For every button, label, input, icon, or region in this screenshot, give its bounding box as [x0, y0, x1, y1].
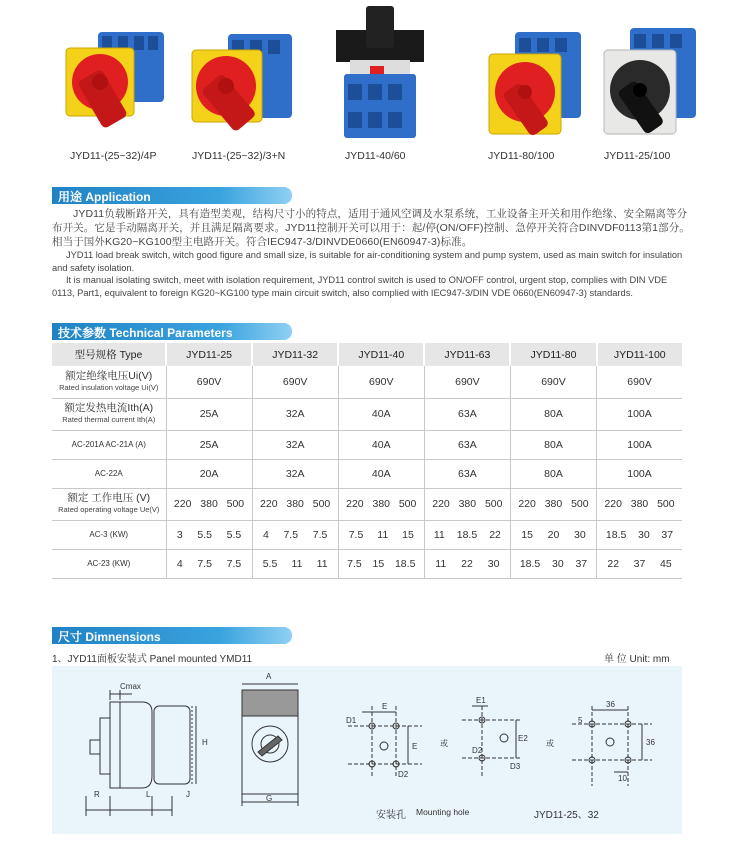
table-cell: 7.5 15 18.5 — [338, 549, 424, 578]
dimensions-title: 尺寸 Dimnensions — [58, 630, 161, 644]
table-row — [52, 549, 682, 578]
table-cell: 11 18.5 22 — [424, 520, 510, 549]
product-caption-4p: JYD11-(25~32)/4P — [70, 150, 157, 162]
dimension-drawing — [52, 666, 682, 834]
application-cn-paragraph: JYD11负载断路开关，具有造型美观，结构尺寸小的特点，适用于通风空调及水泵系统，工业设备主开关和用作绝缘、安全隔离等分布开关。它是手动隔离开关，并且满足隔离要求。JYD11控制开关可以用于：起/停(ON/OFF)控制、急停开关符合DINVDF0113第1部分。相当于国外KG20~KG100型主电路开关。符合IEC947-3/DINVDE0660(EN60947-3)标准。 — [52, 208, 690, 248]
dim-label-g: G — [266, 794, 273, 803]
row-label: AC-22A — [52, 459, 166, 488]
dim-label-e1: E1 — [476, 696, 486, 705]
table-cell: 690V — [424, 366, 510, 398]
table-header-cell: JYD11-32 — [252, 343, 338, 366]
unit-label: 单 位 Unit: mm — [604, 654, 670, 665]
product-gallery — [0, 0, 753, 170]
table-cell: 220 380 500 — [510, 488, 596, 520]
technical-table — [52, 343, 682, 579]
table-header-cell: JYD11-40 — [338, 343, 424, 366]
table-header-cell: JYD11-25 — [166, 343, 252, 366]
table-cell: 32A — [252, 398, 338, 430]
mounting-hole-cn: 安装孔 — [376, 810, 406, 821]
dim-label-h: H — [202, 738, 208, 747]
table-row — [52, 430, 682, 459]
application-en-paragraph-2: It is manual isolating switch, meet with isolation requirement, JYD11 control switch is used to ON/OFF control, urgent stop, complies with DIN VDE 0113, Part1, equivalent to foreign KG20~KG100 type main circuit switch, also complied with IEC947-3/DIN VDE 0660(EN60947-3) standards. — [52, 275, 668, 298]
table-cell: 7.5 11 15 — [338, 520, 424, 549]
product-caption-25-100: JYD11-25/100 — [604, 150, 671, 162]
product-image-40-60 — [330, 4, 430, 144]
table-cell: 25A — [166, 430, 252, 459]
product-image-80-100 — [485, 30, 585, 142]
dim-label-a: A — [266, 672, 272, 681]
table-cell: 11 22 30 — [424, 549, 510, 578]
table-row — [52, 398, 682, 430]
table-cell: 32A — [252, 430, 338, 459]
row-label — [52, 366, 166, 398]
table-cell: 690V — [510, 366, 596, 398]
table-cell: 5.5 11 11 — [252, 549, 338, 578]
table-cell: 4 7.5 7.5 — [252, 520, 338, 549]
row-label-cn: 额定 工作电压 (V) — [67, 492, 151, 504]
product-image-3n — [188, 28, 298, 138]
table-cell: 18.5 30 37 — [597, 520, 682, 549]
table-cell: 690V — [252, 366, 338, 398]
product-caption-40-60: JYD11-40/60 — [345, 150, 406, 162]
table-cell: 220 380 500 — [338, 488, 424, 520]
table-cell: 63A — [424, 459, 510, 488]
table-header-cell: 型号规格 Type — [52, 343, 166, 366]
dim-label-cmax: Cmax — [120, 682, 141, 691]
table-row — [52, 488, 682, 520]
table-row — [52, 366, 682, 398]
table-row — [52, 520, 682, 549]
row-label-en: Rated operating voltage Ue(V) — [58, 505, 160, 514]
table-cell: 22 37 45 — [597, 549, 682, 578]
table-cell: 63A — [424, 398, 510, 430]
table-cell: 690V — [597, 366, 682, 398]
application-en-paragraph-1: JYD11 load break switch, witch good figure and small size, is suitable for air-conditioning system and pump system, used as main switch for insulation and safety isolation. — [52, 250, 683, 273]
table-cell: 40A — [338, 430, 424, 459]
table-cell: 220 380 500 — [424, 488, 510, 520]
row-label — [52, 398, 166, 430]
table-cell: 220 380 500 — [166, 488, 252, 520]
dim-label-e: E — [382, 702, 388, 711]
dim-label-d2: D2 — [398, 770, 409, 779]
dim-label-or-2: 或 — [546, 739, 554, 748]
product-image-4p — [60, 28, 170, 138]
dim-label-j: J — [186, 790, 190, 799]
table-cell: 220 380 500 — [597, 488, 682, 520]
table-cell: 32A — [252, 459, 338, 488]
dim-label-10: 10 — [618, 774, 627, 783]
mounting-hole-en: Mounting hole — [416, 807, 470, 817]
table-row — [52, 459, 682, 488]
table-cell: 100A — [597, 459, 682, 488]
table-cell: 63A — [424, 430, 510, 459]
dimensions-header — [52, 627, 292, 644]
application-text — [52, 207, 692, 299]
table-cell: 18.5 30 37 — [510, 549, 596, 578]
row-label: AC-23 (KW) — [52, 549, 166, 578]
table-cell: 40A — [338, 459, 424, 488]
table-cell: 15 20 30 — [510, 520, 596, 549]
row-label-en: Rated thermal current Ith(A) — [62, 415, 156, 424]
dim-label-36-top: 36 — [606, 700, 615, 709]
dim-label-d2b: D2 — [472, 746, 483, 755]
product-image-25-100 — [600, 26, 700, 142]
row-label-cn: 额定发热电流Ith(A) — [64, 402, 154, 414]
row-label: AC-201A AC-21A (A) — [52, 430, 166, 459]
table-cell: 80A — [510, 459, 596, 488]
dim-label-e-vert: E — [412, 742, 418, 751]
dim-label-e2: E2 — [518, 734, 528, 743]
table-cell: 20A — [166, 459, 252, 488]
product-caption-3n: JYD11-(25~32)/3+N — [192, 150, 286, 162]
product-caption-80-100: JYD11-80/100 — [488, 150, 555, 162]
dim-label-or-1: 或 — [440, 739, 448, 748]
dim-label-d3: D3 — [510, 762, 521, 771]
table-header-cell: JYD11-63 — [424, 343, 510, 366]
dim-label-d1: D1 — [346, 716, 357, 725]
table-cell: 3 5.5 5.5 — [166, 520, 252, 549]
technical-title: 技术参数 Technical Parameters — [58, 326, 233, 340]
table-cell: 40A — [338, 398, 424, 430]
row-label: AC-3 (KW) — [52, 520, 166, 549]
row-label — [52, 488, 166, 520]
table-cell: 690V — [338, 366, 424, 398]
table-cell: 80A — [510, 430, 596, 459]
dimensions-subtitle: 1、JYD11面板安装式 Panel mounted YMD11 — [52, 654, 253, 665]
dim-label-r: R — [94, 790, 100, 799]
table-header-cell: JYD11-80 — [510, 343, 596, 366]
dim-label-5: 5 — [578, 716, 583, 725]
dim-label-36-side: 36 — [646, 738, 655, 747]
table-cell: 4 7.5 7.5 — [166, 549, 252, 578]
table-cell: 690V — [166, 366, 252, 398]
table-cell: 25A — [166, 398, 252, 430]
table-cell: 220 380 500 — [252, 488, 338, 520]
table-header-row — [52, 343, 682, 366]
technical-header — [52, 323, 292, 340]
row-label-en: Rated insulation voltage Ui(V) — [59, 382, 159, 392]
drawing-model-label: JYD11-25、32 — [534, 810, 599, 821]
row-label-cn: 额定绝缘电压Ui(V) — [65, 369, 153, 382]
application-title: 用途 Application — [58, 190, 151, 204]
table-cell: 80A — [510, 398, 596, 430]
table-cell: 100A — [597, 398, 682, 430]
table-header-cell: JYD11-100 — [597, 343, 682, 366]
dim-label-l: L — [146, 790, 151, 799]
application-header — [52, 187, 292, 204]
table-cell: 100A — [597, 430, 682, 459]
